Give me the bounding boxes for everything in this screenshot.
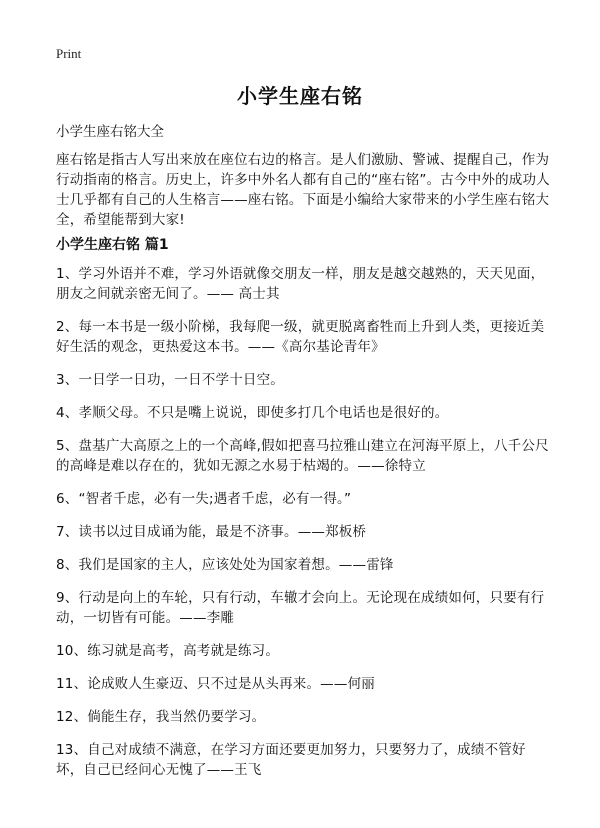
list-item: 11、论成败人生豪迈、只不过是从头再来。——何丽 xyxy=(56,676,375,692)
list-item: 9、行动是向上的车轮，只有行动，车辙才会向上。无论现在成绩如何，只要有行动，一切皆有可能。——李雕 xyxy=(56,590,545,626)
list-item: 10、练习就是高考，高考就是练习。 xyxy=(56,643,280,659)
list-item: 1、学习外语并不难，学习外语就像交朋友一样，朋友是越交越熟的，天天见面，朋友之间就亲密无间了。—— 高士其 xyxy=(56,266,545,302)
print-link[interactable]: Print xyxy=(56,46,82,61)
page-title: 小学生座右铭 xyxy=(237,84,363,108)
list-item: 7、读书以过目成诵为能，最是不济事。——郑板桥 xyxy=(56,524,367,540)
intro-paragraph: 座右铭是指古人写出来放在座位右边的格言。是人们激励、警诫、提醒自己，作为行动指南的格言。历史上，许多中外名人都有自己的“座右铭”。古今中外的成功人士几乎都有自己的人生格言——座右铭。下面是小编给大家带来的小学生座右铭大全，希望能帮到大家! xyxy=(56,152,550,228)
list-item: 3、一日学一日功，一日不学十日空。 xyxy=(56,372,284,388)
list-item: 6、“智者千虑，必有一失;遇者千虑，必有一得。” xyxy=(56,491,352,507)
motto-list xyxy=(56,264,550,793)
list-item: 2、每一本书是一级小阶梯，我每爬一级，就更脱离畜牲而上升到人类，更接近美好生活的观念，更热爱这本书。——《高尔基论青年》 xyxy=(56,319,545,355)
list-item: 5、盘基广大高原之上的一个高峰,假如把喜马拉雅山建立在河海平原上，八千公尺的高峰是难以存在的，犹如无源之水易于枯竭的。——徐特立 xyxy=(56,438,549,474)
list-item: 8、我们是国家的主人，应该处处为国家着想。——雷锋 xyxy=(56,557,394,573)
section-heading: 小学生座右铭 篇1 xyxy=(56,237,169,253)
list-item: 12、倘能生存，我当然仍要学习。 xyxy=(56,709,266,725)
list-item: 4、孝顺父母。不只是嘴上说说，即使多打几个电话也是很好的。 xyxy=(56,405,449,421)
list-item: 13、自己对成绩不满意，在学习方面还要更加努力，只要努力了，成绩不管好坏，自己已经问心无愧了——王飞 xyxy=(56,742,526,778)
page-subtitle: 小学生座右铭大全 xyxy=(56,124,164,140)
